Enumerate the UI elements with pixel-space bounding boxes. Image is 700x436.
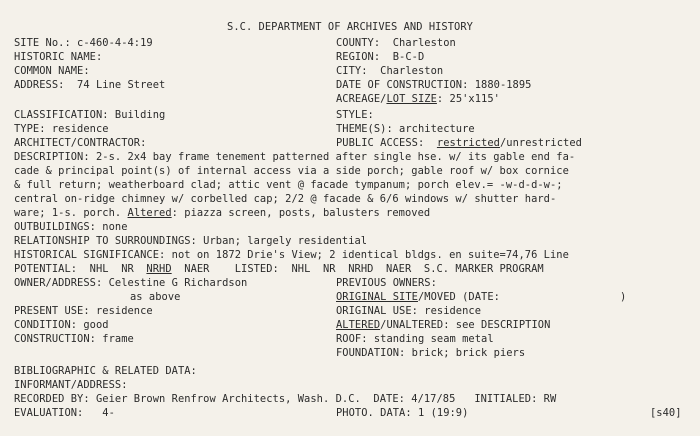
public-access: [336, 137, 582, 149]
common-name: COMMON NAME:: [14, 65, 90, 77]
owner-address: OWNER/ADDRESS: Celestine G Richardson: [14, 277, 248, 289]
foundation: FOUNDATION: brick; brick piers: [336, 347, 526, 359]
moved-date-label: /MOVED (DATE:: [417, 291, 500, 303]
listed-text: NAER LISTED: NHL NR NRHD NAER S.C. MARKER PROGRAM: [171, 263, 544, 275]
owner-as-above: as above: [130, 291, 181, 303]
roof: ROOF: standing seam metal: [336, 333, 494, 345]
previous-owners: PREVIOUS OWNERS:: [336, 277, 437, 289]
condition: CONDITION: good: [14, 319, 109, 331]
evaluation: EVALUATION: 4-: [14, 407, 115, 419]
city: CITY: Charleston: [336, 65, 444, 77]
county: COUNTY: Charleston: [336, 37, 456, 49]
altered-text: : piazza screen, posts, balusters removed: [171, 207, 431, 219]
altered-status-label: ALTERED: [336, 319, 381, 331]
photo-data: PHOTO. DATA: 1 (19:9): [336, 407, 469, 419]
present-use: PRESENT USE: residence: [14, 305, 153, 317]
acreage-lot-size: [336, 93, 500, 105]
description-line-2: cade & principal point(s) of internal access via a side porch; gable roof w/ box cornice: [14, 165, 569, 177]
historic-name: HISTORIC NAME:: [14, 51, 103, 63]
potential-listed: [14, 263, 544, 275]
recorded-by: RECORDED BY: Geier Brown Renfrow Architects, Wash. D.C. DATE: 4/17/85 INITIALED: RW: [14, 393, 557, 405]
public-access-unrestricted: /unrestricted: [499, 137, 582, 149]
potential-label: POTENTIAL: NHL NR: [14, 263, 147, 275]
style: STYLE:: [336, 109, 374, 121]
public-access-label: PUBLIC ACCESS:: [336, 137, 437, 149]
region: REGION: B-C-D: [336, 51, 425, 63]
description-line-3: & full return; weatherboard clad; attic vent @ facade tympanum; porch elev.= -w-d-d-w-;: [14, 179, 563, 191]
lot-size-value: : 25'x115': [436, 93, 500, 105]
outbuildings: OUTBUILDINGS: none: [14, 221, 128, 233]
address: ADDRESS: 74 Line Street: [14, 79, 166, 91]
description-line-1: DESCRIPTION: 2-s. 2x4 bay frame tenement patterned after single hse. w/ its gable end fa-: [14, 151, 576, 163]
bibliographic-data: BIBLIOGRAPHIC & RELATED DATA:: [14, 365, 197, 377]
classification: CLASSIFICATION: Building: [14, 109, 166, 121]
altered-label: Altered: [127, 207, 172, 219]
original-site-label: ORIGINAL SITE: [336, 291, 418, 303]
date-of-construction: DATE OF CONSTRUCTION: 1880-1895: [336, 79, 532, 91]
description-line-5: [14, 207, 430, 219]
informant-address: INFORMANT/ADDRESS:: [14, 379, 128, 391]
type: TYPE: residence: [14, 123, 109, 135]
themes: THEME(S): architecture: [336, 123, 475, 135]
altered-status-text: /UNALTERED: see DESCRIPTION: [380, 319, 551, 331]
acreage-label: ACREAGE/: [336, 93, 387, 105]
slide-reference: [s40]: [650, 407, 682, 419]
altered-unaltered: [336, 319, 550, 331]
card-header: S.C. DEPARTMENT OF ARCHIVES AND HISTORY: [227, 21, 473, 33]
construction: CONSTRUCTION: frame: [14, 333, 134, 345]
original-site: [336, 291, 500, 303]
description-line-4: central on-ridge chimney w/ corbelled cap; 2/2 @ facade & 6/6 windows w/ shutter hard-: [14, 193, 557, 205]
lot-size-label: LOT SIZE: [386, 93, 437, 105]
relationship-to-surroundings: RELATIONSHIP TO SURROUNDINGS: Urban; largely residential: [14, 235, 368, 247]
public-access-restricted: restricted: [436, 137, 500, 149]
moved-date-close: ): [620, 291, 627, 303]
description-text: ware; 1-s. porch.: [14, 207, 128, 219]
site-number: SITE No.: c-460-4-4:19: [14, 37, 153, 49]
potential-nrhd: NRHD: [146, 263, 172, 275]
historical-significance: HISTORICAL SIGNIFICANCE: not on 1872 Drie's View; 2 identical bldgs. en suite=74,76 Line: [14, 249, 569, 261]
architect-contractor: ARCHITECT/CONTRACTOR:: [14, 137, 147, 149]
original-use: ORIGINAL USE: residence: [336, 305, 482, 317]
